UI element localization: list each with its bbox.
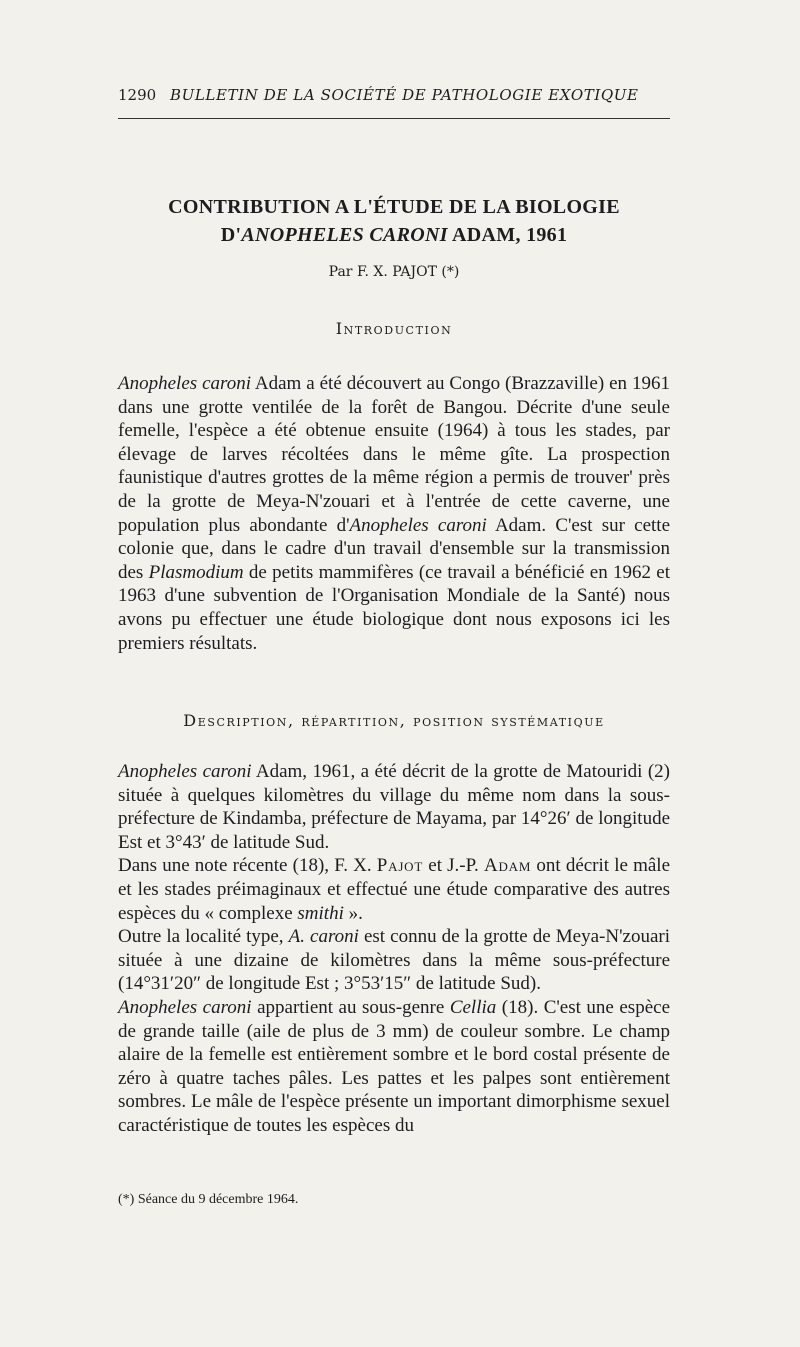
- title-line-1: CONTRIBUTION A L'ÉTUDE DE LA BIOLOGIE: [168, 196, 620, 218]
- page-number: 1290: [118, 86, 157, 104]
- article-title: [118, 193, 670, 249]
- footnote: (*) Séance du 9 décembre 1964.: [118, 1192, 299, 1207]
- description-paragraph-1: Anopheles caroni Adam, 1961, a été décrit de la grotte de Matouridi (2) située à quelques kilomètres du village du même nom dans la sous-préfecture de Kindamba, préfecture de Mayama, par 14°26′ de longitude Est et 3°43′ de latitude Sud.: [118, 761, 670, 853]
- description-body: [118, 760, 670, 1138]
- description-paragraph-3: Outre la localité type, A. caroni est connu de la grotte de Meya-N'zouari située à une dizaine de kilomètres dans la même sous-préfecture (14°31′20″ de longitude Est ; 3°53′15″ de latitude Sud).: [118, 926, 670, 995]
- running-header: [118, 86, 670, 104]
- intro-paragraph: Anopheles caroni Adam a été découvert au Congo (Brazzaville) en 1961 dans une grotte ventilée de la forêt de Bangou. Décrite d'une seule femelle, l'espèce a été obtenue ensuite (1964) à tous les stades, par élevage de larves récoltées dans le même gîte. La prospection faunistique d'autres grottes de la même région a permis de trouver' près de la grotte de Meya-N'zouari et à l'entrée de cette caverne, une population plus abondante d'Anopheles caroni Adam. C'est sur cette colonie que, dans le cadre d'un travail d'ensemble sur la transmission des Plasmodium de petits mammifères (ce travail a bénéficié en 1962 et 1963 d'une subvention de l'Organisation Mondiale de la Santé) nous avons pu effectuer une étude biologique dont nous exposons ici les premiers résultats.: [118, 373, 671, 654]
- header-rule: [118, 118, 670, 119]
- introduction-body: [118, 372, 670, 655]
- section-heading-description: Description, répartition, position systématique: [183, 711, 605, 730]
- description-paragraph-4: Anopheles caroni appartient au sous-genre Cellia (18). C'est une espèce de grande taille (aile de plus de 3 mm) de couleur sombre. Le champ alaire de la femelle est entièrement sombre et le bord costal présente de zéro à quatre taches pâles. Les pattes et les palpes sont entièrement sombres. Le mâle de l'espèce présente un important dimorphisme sexuel caractéristique de toutes les espèces du: [118, 996, 670, 1136]
- description-paragraph-2: Dans une note récente (18), F. X. Pajot et J.-P. Adam ont décrit le mâle et les stades préimaginaux et effectué une étude comparative des autres espèces du « complexe smithi ».: [118, 855, 671, 924]
- journal-title: BULLETIN DE LA SOCIÉTÉ DE PATHOLOGIE EXOTIQUE: [170, 86, 639, 104]
- title-line-2: D'ANOPHELES CARONI ADAM, 1961: [220, 224, 568, 246]
- author-line: Par F. X. PAJOT (*): [328, 264, 460, 280]
- section-heading-introduction: Introduction: [335, 319, 453, 338]
